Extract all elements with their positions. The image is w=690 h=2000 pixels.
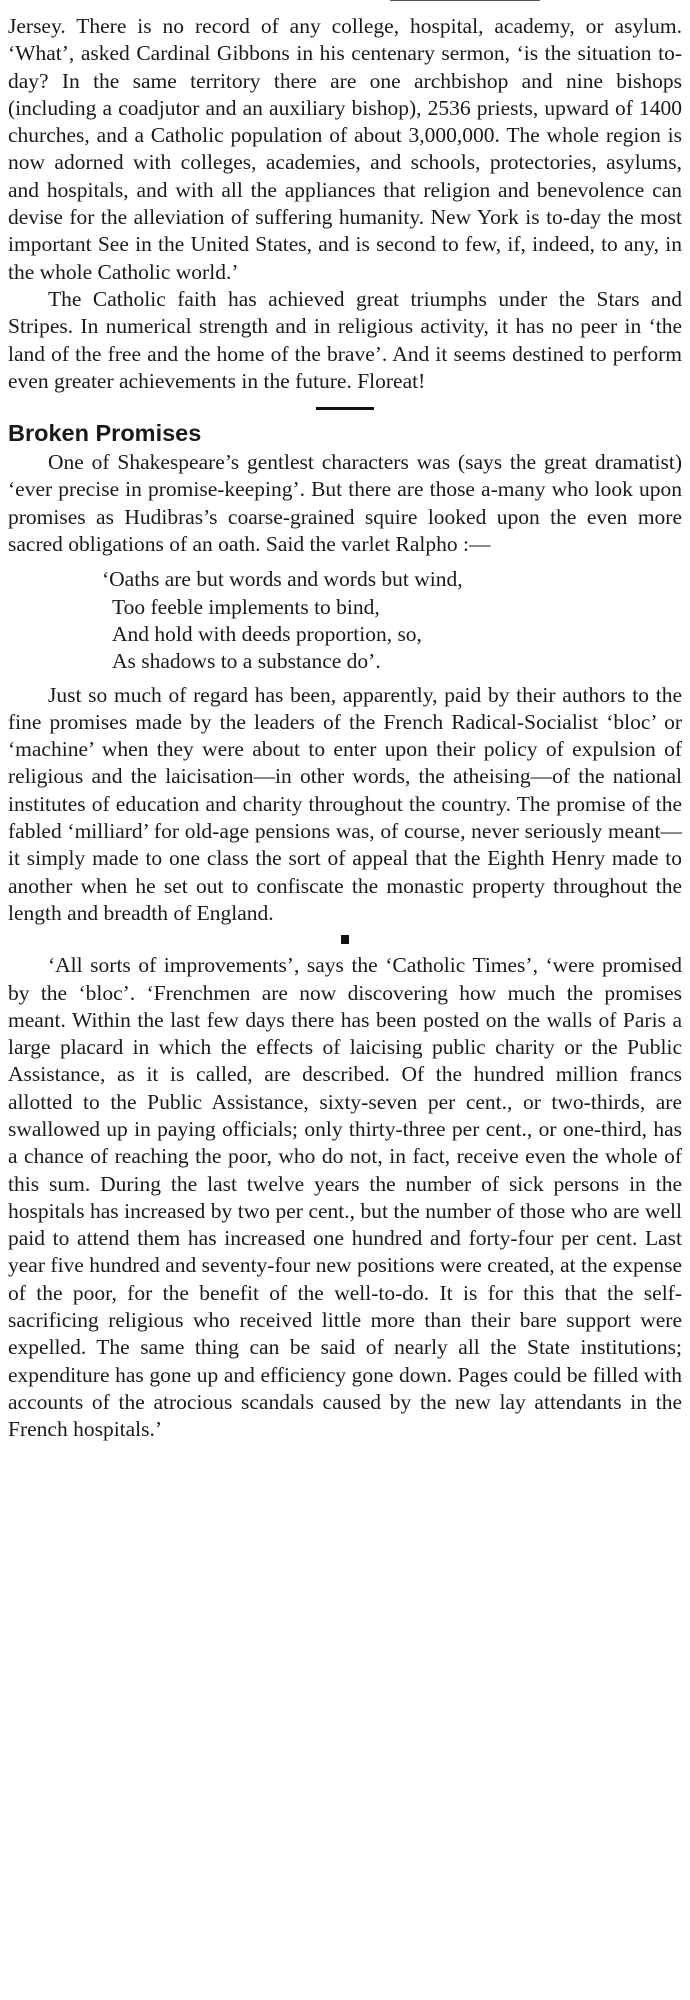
section-divider bbox=[316, 407, 374, 410]
continued-paragraph: Jersey. There is no record of any college, hospital, academy, or asylum. ‘What’, asked Cardinal Gibbons in his centenary sermon, ‘is the situation to-day? In the same territory there are one archbishop and nine bishops (including a coadjutor and an auxiliary bishop), 2536 priests, upward of 1400 churches, and a Catholic population of about 3,000,000. The whole region is now adorned with colleges, academies, and schools, protectories, asylums, and hospitals, and with all the appliances that religion and benevolence can devise for the alleviation of suffering humanity. New York is to-day the most important See in the United States, and is second to few, if, indeed, to any, in the whole Catholic world.’ bbox=[8, 14, 682, 284]
body-paragraph: Just so much of regard has been, apparently, paid by their authors to the fine promises made by the leaders of the French Radical-Socialist ‘bloc’ or ‘machine’ when they were about to enter upon their policy of expulsion of religious and the laicisation—in other words, the atheising—of the national institutes of education and charity throughout the country. The promise of the fabled ‘milliard’ for old-age pensions was, of course, never seriously meant—it simply made to one class the sort of appeal that the Eighth Henry made to another when he set out to confiscate the monastic property throughout the length and breadth of England. bbox=[8, 682, 682, 925]
section-heading: Broken Promises bbox=[8, 420, 202, 447]
quoted-paragraph: ‘All sorts of improvements’, says the ‘Catholic Times’, ‘were promised by the ‘bloc’. ‘Frenchmen are now discovering how much the promises meant. Within the last few days there has been posted on the walls of Paris a large placard in which the effects of laicising public charity or the Public Assistance, as it is called, are described. Of the hundred million francs allotted to the Public Assistance, sixty-seven per cent., or two-thirds, are swallowed up in paying officials; only thirty-three per cent., or one-third, has a chance of reaching the poor, who do not, in fact, receive even the whole of this sum. During the last twelve years the number of sick persons in the hospitals has increased by two per cent., but the number of those who are well paid to attend them has increased one hundred and forty-four per cent. Last year five hundred and seventy-four new positions were created, at the expense of the poor, for the benefit of the well-to-do. It is for this that the self-sacrificing religious who received little more than their bare support were expelled. The same thing can be said of nearly all the State institutions; expenditure has gone up and efficiency gone down. Pages could be filled with accounts of the atrocious scandals caused by the new lay attendants in the French hospitals.’ bbox=[8, 953, 682, 1442]
verse-line: ‘Oaths are but words and words but wind, bbox=[102, 567, 463, 592]
verse-quote bbox=[102, 566, 682, 675]
closing-paragraph: The Catholic faith has achieved great triumphs under the Stars and Stripes. In numerical strength and in religious activity, it has no peer in ‘the land of the free and the home of the brave’. And it seems destined to perform even greater achievements in the future. Floreat! bbox=[8, 286, 682, 393]
intro-paragraph: One of Shakespeare’s gentlest characters was (says the great dramatist) ‘ever precise in promise-keeping’. But there are those a-many who look upon promises as Hudibras’s coarse-grained squire looked upon the even more sacred obligations of an oath. Said the varlet Ralpho :— bbox=[8, 450, 682, 557]
verse-line: Too feeble implements to bind, bbox=[112, 594, 380, 619]
newspaper-column bbox=[8, 0, 682, 1444]
verse-line: As shadows to a substance do’. bbox=[112, 649, 381, 674]
verse-line: And hold with deeds proportion, so, bbox=[112, 621, 422, 646]
paragraph-separator-mark bbox=[341, 935, 349, 944]
